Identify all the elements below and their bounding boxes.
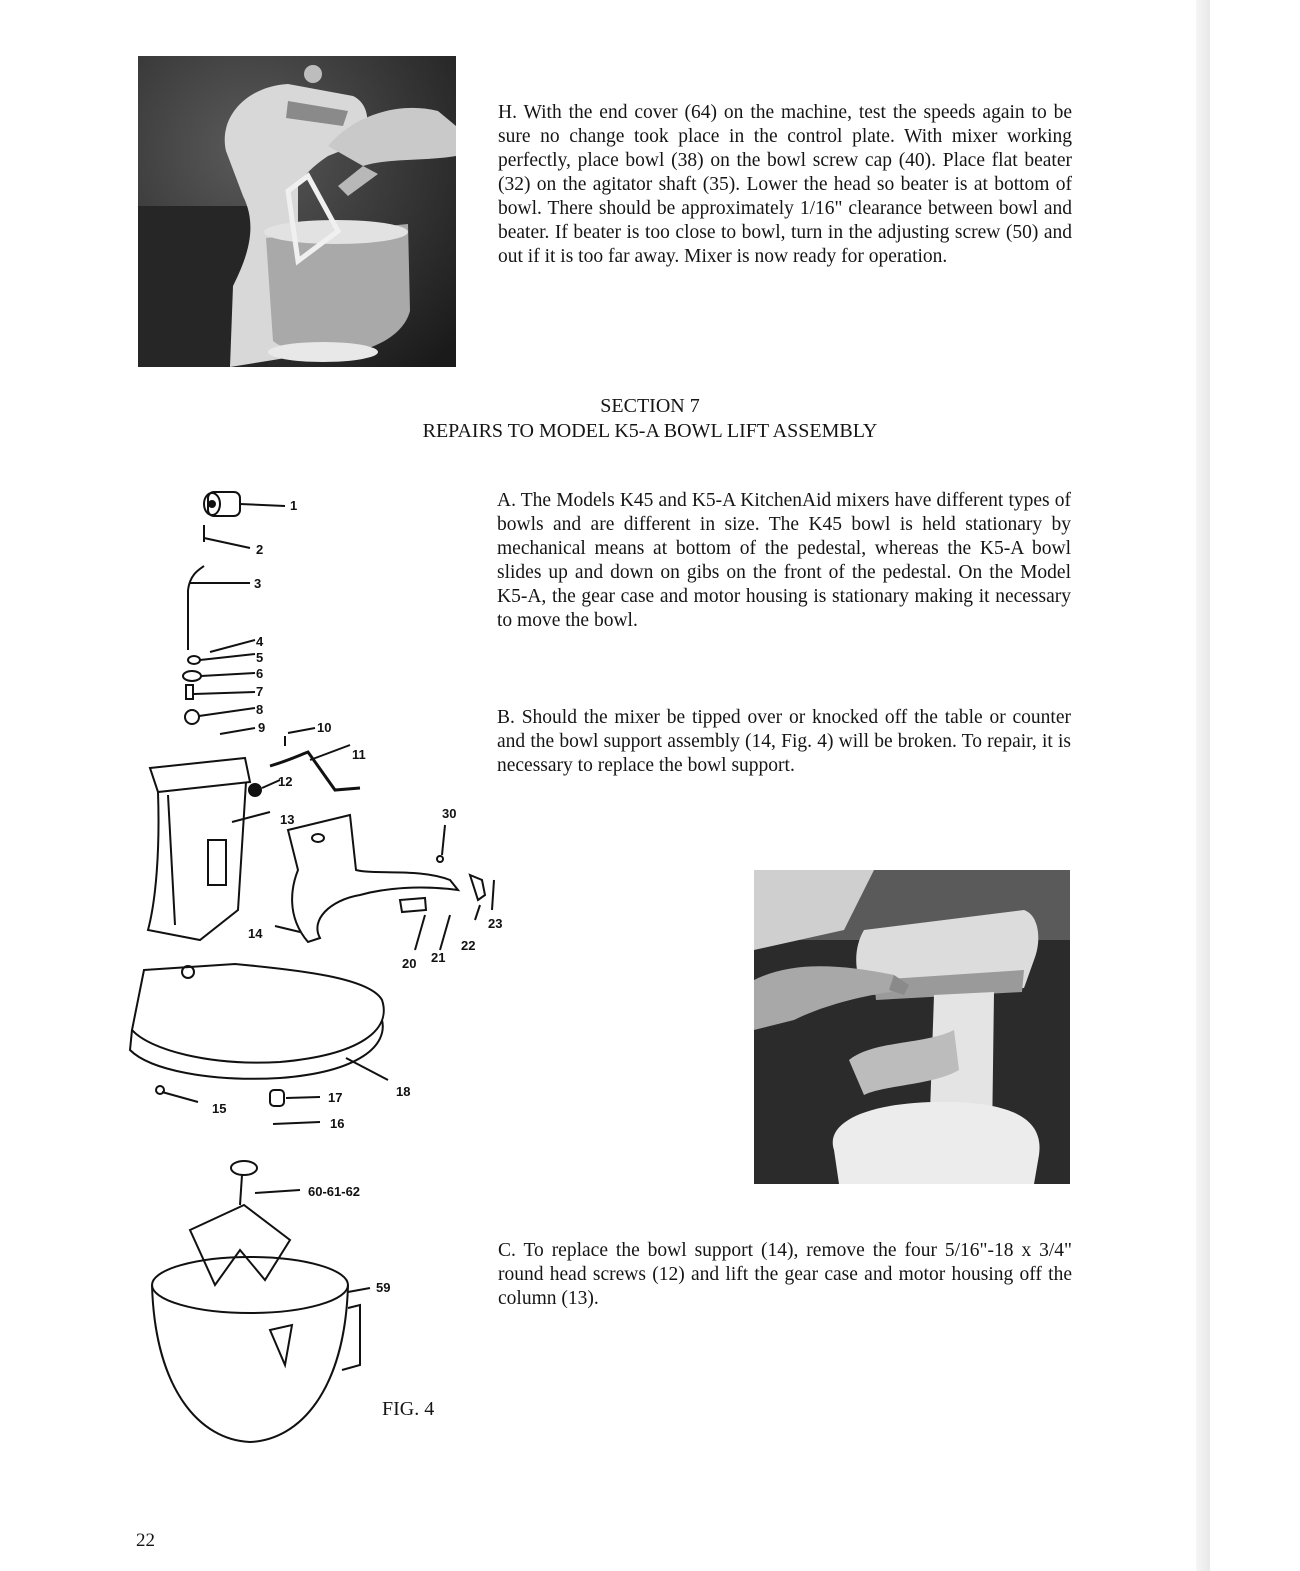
part-label-10: 10: [317, 720, 332, 735]
part-2-pin: [204, 525, 250, 548]
section-title: REPAIRS TO MODEL K5-A BOWL LIFT ASSEMBLY: [422, 420, 878, 442]
part-label-21: 21: [431, 950, 446, 965]
figure-caption: FIG. 4: [382, 1398, 435, 1420]
part-12-screw: [249, 780, 280, 796]
part-label-3: 3: [254, 576, 262, 591]
part-label-14: 14: [248, 926, 263, 941]
part-1-cam: [204, 492, 285, 516]
part-label-30: 30: [442, 806, 457, 821]
exploded-parts-diagram: [120, 470, 503, 1470]
parts-4-9-hardware: [183, 640, 315, 746]
part-label-4: 4: [256, 634, 264, 649]
parts-20-23-hardware: [400, 875, 494, 950]
part-label-1: 1: [290, 498, 298, 513]
part-label-16: 16: [330, 1116, 345, 1131]
page-edge-shadow: [1196, 0, 1210, 1571]
part-label-20: 20: [402, 956, 417, 971]
part-label-13: 13: [280, 812, 295, 827]
part-label-59: 59: [376, 1280, 391, 1295]
part-label-11: 11: [352, 747, 366, 762]
part-30-pin: [437, 825, 445, 862]
part-3-lever: [188, 566, 250, 650]
part-label-15: 15: [212, 1101, 227, 1116]
part-label-60: 60-61-62: [308, 1184, 361, 1199]
parts-15-17-hardware: [156, 1086, 320, 1124]
section-number: SECTION 7: [600, 395, 700, 417]
part-label-5: 5: [256, 650, 264, 665]
part-label-9: 9: [258, 720, 266, 735]
step-c-paragraph: C. To replace the bowl support (14), remove the four 5/16"-18 x 3/4" round head screws (12) and lift the gear case and motor housing off the column (13).: [498, 1240, 1072, 1309]
step-h-paragraph: H. With the end cover (64) on the machine, test the speeds again to be sure no change took place in the control plate. With mixer working perfectly, place bowl (38) on the bowl screw cap (40). Place flat beater (32) on the agitator shaft (35). Lower the head so beater is at bottom of bowl. There should be approximately 1/16" clearance between bowl and beater. If beater is too close to bowl, turn in the adjusting screw (50) and out if it is too far away. Mixer is now ready for operation.: [498, 102, 1072, 267]
mixer-bowl-lift-photo: [754, 870, 1070, 1184]
part-59-bowl: [152, 1257, 370, 1442]
part-label-8: 8: [256, 702, 264, 717]
part-label-7: 7: [256, 684, 264, 699]
page-number: 22: [136, 1530, 155, 1551]
part-label-6: 6: [256, 666, 264, 681]
part-label-17: 17: [328, 1090, 343, 1105]
step-a-paragraph: A. The Models K45 and K5-A KitchenAid mixers have different types of bowls and are different in size. The K45 bowl is held stationary by mechanical means at bottom of the pedestal, whereas the K5-A bowl slides up and down on gibs on the front of the pedestal. On the Model K5-A, the gear case and motor housing is stationary making it necessary to move the bowl.: [497, 490, 1071, 631]
mixer-bowl-photo: [138, 56, 456, 367]
part-label-18: 18: [396, 1084, 411, 1099]
part-18-base: [130, 964, 388, 1080]
part-label-12: 12: [278, 774, 293, 789]
part-14-bowl-support: [275, 815, 458, 942]
step-b-paragraph: B. Should the mixer be tipped over or knocked off the table or counter and the bowl support assembly (14, Fig. 4) will be broken. To repair, it is necessary to replace the bowl support.: [497, 707, 1071, 776]
part-label-2: 2: [256, 542, 264, 557]
part-60-beater: [190, 1161, 300, 1285]
part-label-22: 22: [461, 938, 476, 953]
part-label-23: 23: [488, 916, 503, 931]
